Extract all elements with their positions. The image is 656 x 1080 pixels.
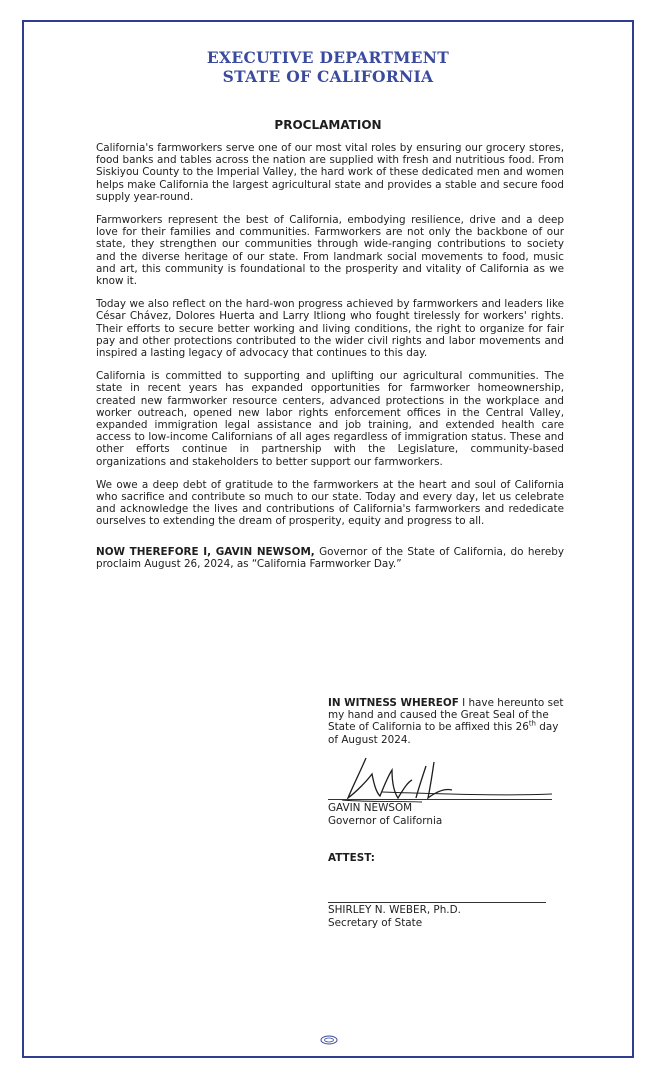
witness-lead: IN WITNESS WHEREOF: [328, 697, 459, 709]
governor-signature-line: [328, 799, 552, 800]
proclamation-body: [96, 142, 564, 581]
paragraph-2: Farmworkers represent the best of California, embodying resilience, drive and a deep love for their families and communities. Farmworkers are not only the backbone of our state, they strengthen our communities through wide-ranging contributions to society and the diverse heritage of our state. From landmark social movements to food, music and art, this community is foundational to the prosperity and vitality of California as we know it.: [96, 214, 564, 288]
governor-block: [328, 802, 564, 827]
witness-text-end: day of August 2024.: [328, 721, 559, 746]
ordinal-suffix: th: [528, 719, 536, 728]
witness-text: I have hereunto set my hand and caused the Great Seal of the State of California to be affixed this 26: [328, 697, 564, 734]
state-heading: STATE OF CALIFORNIA: [222, 67, 434, 86]
now-therefore-lead: NOW THEREFORE I, GAVIN NEWSOM,: [96, 545, 315, 558]
proclamation-title: PROCLAMATION: [274, 118, 382, 132]
governor-title: Governor of California: [328, 814, 443, 827]
paragraph-3: Today we also reflect on the hard-won progress achieved by farmworkers and leaders like César Chávez, Dolores Huerta and Larry Itliong who fought tirelessly for workers' rights. Their efforts to secure better working and living conditions, the right to organize for fair pay and other protections contributed to the wider civil rights and labor movements and inspired a lasting legacy of advocacy that continues to this day.: [96, 298, 564, 360]
paragraph-1: California's farmworkers serve one of our most vital roles by ensuring our grocery stores, food banks and tables across the nation are supplied with fresh and nutritious food. From Siskiyou County to the Imperial Valley, the hard work of these dedicated men and women helps make California the largest agricultural state and provides a stable and secure food supply year-round.: [96, 142, 564, 203]
secretary-title: Secretary of State: [328, 916, 423, 929]
now-therefore-text: Governor of the State of California, do hereby proclaim August 26, 2024, as “California Farmworker Day.”: [96, 545, 564, 570]
attest-label: ATTEST:: [328, 852, 375, 864]
witness-paragraph: [328, 697, 564, 746]
paragraph-5: We owe a deep debt of gratitude to the farmworkers at the heart and soul of California who sacrifice and contribute so much to our state. Today and every day, let us celebrate and acknowledge the lives and contributions of California's farmworkers and rededicate ourselves to extending the dream of prosperity, equity and progress to all.: [96, 478, 564, 528]
union-bug-icon: [320, 1035, 338, 1045]
attest-signature-line: [328, 902, 546, 903]
secretary-name: SHIRLEY N. WEBER, Ph.D.: [328, 904, 461, 916]
paragraph-4: California is committed to supporting and uplifting our agricultural communities. The state in recent years has expanded opportunities for farmworker homeownership, created new farmworker resource centers, advanced protections in the workplace and worker outreach, opened new labor rights enforcement offices in the Central Valley, expanded immigration legal assistance and job training, and extended health care access to low-income Californians of all ages regardless of immigration status. These and other efforts continue in partnership with the Legislature, community-based organizations and stakeholders to better support our farmworkers.: [96, 370, 564, 468]
department-heading: EXECUTIVE DEPARTMENT: [206, 48, 450, 67]
now-therefore-paragraph: [96, 546, 564, 570]
governor-name: GAVIN NEWSOM: [328, 802, 413, 814]
secretary-block: [328, 904, 564, 929]
